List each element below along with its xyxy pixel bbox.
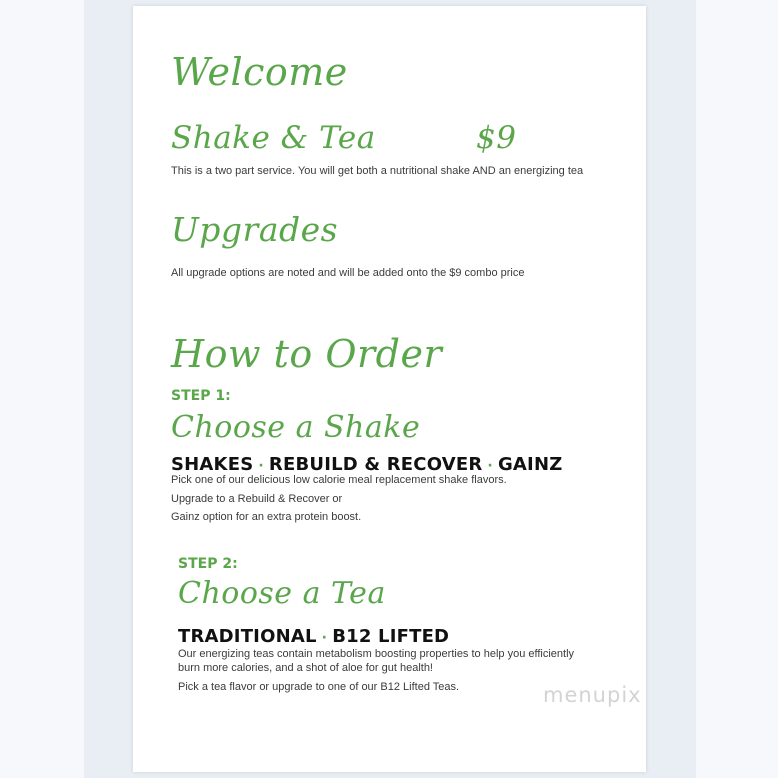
shake-tea-description: This is a two part service. You will get both a nutritional shake AND an energizing tea	[171, 165, 584, 177]
upgrades-description: All upgrade options are noted and will be added onto the $9 combo price	[171, 267, 525, 279]
shake-tea-price: $9	[476, 120, 517, 156]
step-1-line-3: Gainz option for an extra protein boost.	[171, 511, 362, 523]
menupix-watermark: menupix	[543, 683, 642, 707]
shake-tea-title: Shake & Tea	[171, 120, 376, 156]
welcome-title: Welcome	[171, 50, 348, 94]
shake-option-gainz: GAINZ	[497, 454, 563, 475]
shake-option-rebuild-recover: REBUILD & RECOVER	[268, 454, 483, 475]
step-2-line-3: Pick a tea flavor or upgrade to one of our B12 Lifted Teas.	[178, 681, 460, 693]
step-2-label: STEP 2:	[178, 556, 238, 572]
tea-options	[178, 626, 449, 647]
step-1-label: STEP 1:	[171, 388, 231, 404]
tea-option-b12-lifted: B12 LIFTED	[332, 626, 450, 647]
step-1-line-2: Upgrade to a Rebuild & Recover or	[171, 493, 343, 505]
shake-option-shakes: SHAKES	[171, 454, 254, 475]
step-2-line-1: Our energizing teas contain metabolism boosting properties to help you efficiently	[178, 648, 575, 660]
upgrades-title: Upgrades	[171, 210, 339, 249]
menu-page	[133, 6, 646, 772]
tea-option-traditional: TRADITIONAL	[178, 626, 317, 647]
step-1-line-1: Pick one of our delicious low calorie meal replacement shake flavors.	[171, 474, 507, 486]
step-1-heading: Choose a Shake	[171, 410, 421, 445]
option-separator: ·	[321, 630, 328, 646]
option-separator: ·	[487, 458, 493, 474]
step-2-heading: Choose a Tea	[178, 576, 386, 611]
how-to-order-title: How to Order	[171, 332, 443, 376]
step-2-line-2: burn more calories, and a shot of aloe for gut health!	[178, 662, 433, 674]
option-separator: ·	[258, 458, 264, 474]
